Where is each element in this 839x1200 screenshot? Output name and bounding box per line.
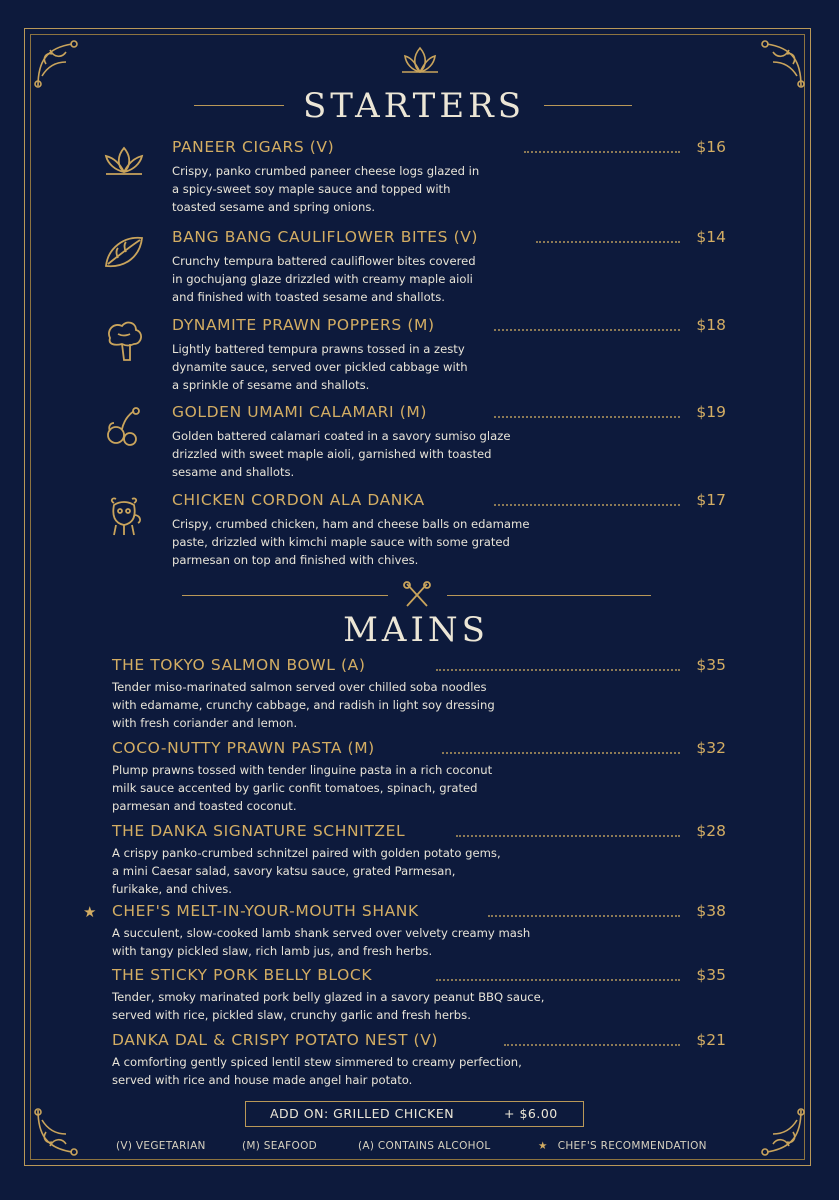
legend-seafood: (M) SEAFOOD: [242, 1140, 318, 1152]
description-line: a sprinkle of sesame and shallots.: [172, 378, 370, 392]
legend-chef: [538, 1140, 707, 1152]
item-name: BANG BANG CAULIFLOWER BITES (V): [172, 228, 479, 246]
divider-line: [544, 105, 632, 106]
description-line: served with rice and house made angel hair potato.: [112, 1073, 413, 1087]
squid-icon: [100, 491, 148, 539]
item-price: $32: [696, 739, 726, 757]
leaf-icon: [100, 228, 148, 276]
item-description: [112, 1053, 632, 1089]
description-line: a spicy-sweet soy maple sauce and topped with: [172, 182, 451, 196]
item-description: [112, 761, 632, 815]
item-price: $19: [696, 403, 726, 421]
item-name: THE STICKY PORK BELLY BLOCK: [112, 966, 373, 984]
legend-vegetarian: (V) VEGETARIAN: [116, 1140, 206, 1152]
item-name: THE DANKA SIGNATURE SCHNITZEL: [112, 822, 406, 840]
description-line: furikake, and chives.: [112, 882, 232, 896]
description-line: A crispy panko-crumbed schnitzel paired with golden potato gems,: [112, 846, 501, 860]
addon-label: ADD ON: GRILLED CHICKEN: [270, 1106, 455, 1121]
corner-ornament-icon: [32, 1104, 88, 1160]
description-line: toasted sesame and spring onions.: [172, 200, 376, 214]
divider-line: [447, 595, 651, 596]
item-description: [172, 515, 642, 569]
dot-leader: [494, 504, 680, 506]
item-name: COCO-NUTTY PRAWN PASTA (M): [112, 739, 375, 757]
item-name: DYNAMITE PRAWN POPPERS (M): [172, 316, 435, 334]
description-line: Crispy, crumbed chicken, ham and cheese balls on edamame: [172, 517, 530, 531]
item-price: $14: [696, 228, 726, 246]
addon-box: [245, 1101, 584, 1127]
item-description: [112, 844, 632, 898]
description-line: sesame and shallots.: [172, 465, 295, 479]
item-description: [112, 924, 632, 960]
corner-ornament-icon: [32, 36, 88, 92]
description-line: milk sauce accented by garlic confit tomatoes, spinach, grated: [112, 781, 478, 795]
item-description: [172, 427, 642, 481]
description-line: with fresh coriander and lemon.: [112, 716, 298, 730]
item-name: THE TOKYO SALMON BOWL (A): [112, 656, 366, 674]
item-price: $18: [696, 316, 726, 334]
description-line: with edamame, crunchy cabbage, and radish in light soy dressing: [112, 698, 495, 712]
chef-star-icon: ★: [83, 903, 97, 921]
dot-leader: [524, 151, 680, 153]
dot-leader: [436, 669, 680, 671]
description-line: A succulent, slow-cooked lamb shank served over velvety creamy mash: [112, 926, 531, 940]
description-line: Tender, smoky marinated pork belly glazed in a savory peanut BBQ sauce,: [112, 990, 545, 1004]
legend-chef-label: CHEF'S RECOMMENDATION: [557, 1140, 707, 1152]
divider-line: [194, 105, 284, 106]
item-price: $35: [696, 656, 726, 674]
description-line: parmesan and toasted coconut.: [112, 799, 297, 813]
item-description: [112, 678, 632, 732]
item-name: CHICKEN CORDON ALA DANKA: [172, 491, 425, 509]
description-line: dynamite sauce, served over pickled cabbage with: [172, 360, 468, 374]
description-line: drizzled with sweet maple aioli, garnished with toasted: [172, 447, 492, 461]
item-price: $17: [696, 491, 726, 509]
description-line: A comforting gently spiced lentil stew simmered to creamy perfection,: [112, 1055, 522, 1069]
star-icon: ★: [538, 1140, 548, 1152]
description-line: served with rice, pickled slaw, crunchy garlic and fresh herbs.: [112, 1008, 471, 1022]
crossed-utensils-icon: [401, 580, 433, 610]
description-line: Lightly battered tempura prawns tossed in a zesty: [172, 342, 465, 356]
description-line: Tender miso-marinated salmon served over chilled soba noodles: [112, 680, 487, 694]
item-name: CHEF'S MELT-IN-YOUR-MOUTH SHANK: [112, 902, 419, 920]
item-description: [112, 988, 632, 1024]
description-line: Crunchy tempura battered cauliflower bites covered: [172, 254, 476, 268]
addon-price: + $6.00: [504, 1106, 558, 1121]
corner-ornament-icon: [751, 1104, 807, 1160]
item-description: [172, 340, 642, 394]
divider-line: [182, 595, 388, 596]
item-name: DANKA DAL & CRISPY POTATO NEST (V): [112, 1031, 439, 1049]
description-line: in gochujang glaze drizzled with creamy maple aioli: [172, 272, 473, 286]
dot-leader: [436, 979, 680, 981]
description-line: paste, drizzled with kimchi maple sauce with some grated: [172, 535, 510, 549]
lotus-icon: [398, 44, 442, 76]
section-title-mains: MAINS: [343, 610, 489, 650]
item-price: $28: [696, 822, 726, 840]
item-description: [172, 252, 642, 306]
item-name: PANEER CIGARS (V): [172, 138, 335, 156]
dot-leader: [504, 1044, 680, 1046]
dot-leader: [488, 915, 680, 917]
item-price: $35: [696, 966, 726, 984]
description-line: Plump prawns tossed with tender linguine pasta in a rich coconut: [112, 763, 493, 777]
section-title-starters: STARTERS: [302, 86, 526, 126]
lotus-icon: [100, 138, 148, 186]
corner-ornament-icon: [751, 36, 807, 92]
dot-leader: [456, 835, 680, 837]
dot-leader: [442, 752, 680, 754]
description-line: a mini Caesar salad, savory katsu sauce, grated Parmesan,: [112, 864, 456, 878]
item-price: $16: [696, 138, 726, 156]
dot-leader: [536, 241, 680, 243]
prawn-icon: [100, 403, 148, 451]
item-description: [172, 162, 642, 216]
dot-leader: [494, 416, 680, 418]
item-price: $38: [696, 902, 726, 920]
description-line: and finished with toasted sesame and shallots.: [172, 290, 445, 304]
item-price: $21: [696, 1031, 726, 1049]
dot-leader: [494, 329, 680, 331]
description-line: Golden battered calamari coated in a savory sumiso glaze: [172, 429, 511, 443]
cauliflower-icon: [100, 316, 148, 364]
legend-alcohol: (A) CONTAINS ALCOHOL: [358, 1140, 491, 1152]
item-name: GOLDEN UMAMI CALAMARI (M): [172, 403, 428, 421]
description-line: with tangy pickled slaw, rich lamb jus, and fresh herbs.: [112, 944, 433, 958]
description-line: Crispy, panko crumbed paneer cheese logs glazed in: [172, 164, 480, 178]
description-line: parmesan on top and finished with chives.: [172, 553, 419, 567]
